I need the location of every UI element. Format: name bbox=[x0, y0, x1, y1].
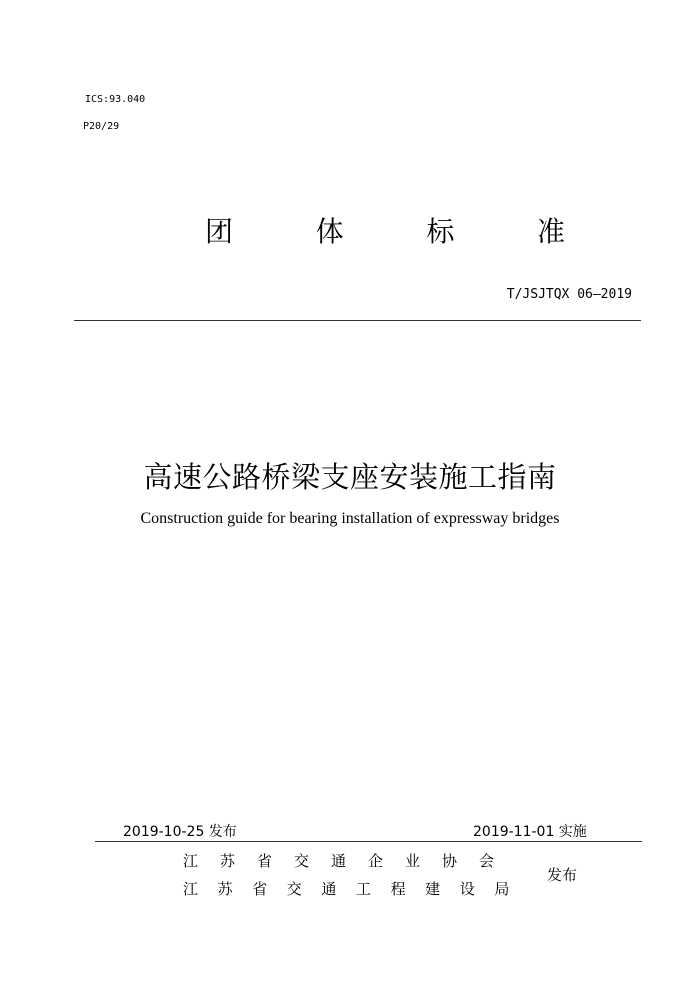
issuer-char: 省 bbox=[252, 880, 268, 898]
footer-divider bbox=[95, 841, 642, 842]
publish-label: 发布 bbox=[547, 866, 578, 884]
issuer-char: 交 bbox=[286, 880, 302, 898]
issuer-char: 工 bbox=[355, 880, 371, 898]
issuer-association bbox=[183, 850, 516, 871]
standard-number: T/JSJTQX 06—2019 bbox=[506, 287, 632, 302]
issuer-char: 设 bbox=[459, 880, 475, 898]
issuer-char: 省 bbox=[257, 852, 273, 870]
document-title-en: Construction guide for bearing installation of expressway bridges bbox=[140, 510, 560, 527]
issuer-char: 江 bbox=[183, 880, 199, 898]
issuer-char: 程 bbox=[390, 880, 406, 898]
issuer-char: 企 bbox=[368, 852, 384, 870]
issuer-char: 交 bbox=[294, 852, 310, 870]
standard-type-char: 团 bbox=[205, 215, 234, 248]
effective-date: 2019-11-01 实施 bbox=[473, 824, 587, 840]
issuer-char: 局 bbox=[494, 880, 510, 898]
issuer-char: 通 bbox=[321, 880, 337, 898]
standard-type-char: 体 bbox=[315, 215, 344, 248]
issuer-char: 协 bbox=[442, 852, 458, 870]
standard-type-char: 标 bbox=[426, 215, 455, 248]
issuer-char: 苏 bbox=[217, 880, 233, 898]
issuer-char: 江 bbox=[183, 852, 199, 870]
standard-type-char: 准 bbox=[536, 215, 565, 248]
issuer-bureau bbox=[183, 878, 529, 899]
standard-type-heading bbox=[205, 210, 565, 250]
publish-date: 2019-10-25 发布 bbox=[123, 824, 237, 840]
issuer-char: 苏 bbox=[220, 852, 236, 870]
ics-code: ICS:93.040 bbox=[85, 94, 146, 105]
issuer-char: 建 bbox=[425, 880, 441, 898]
issuer-char: 业 bbox=[405, 852, 421, 870]
document-title-zh: 高速公路桥梁支座安装施工指南 bbox=[143, 460, 557, 494]
classification-code: P20/29 bbox=[83, 121, 120, 132]
issuer-char: 通 bbox=[331, 852, 347, 870]
header-divider bbox=[74, 320, 641, 321]
issuer-char: 会 bbox=[479, 852, 495, 870]
